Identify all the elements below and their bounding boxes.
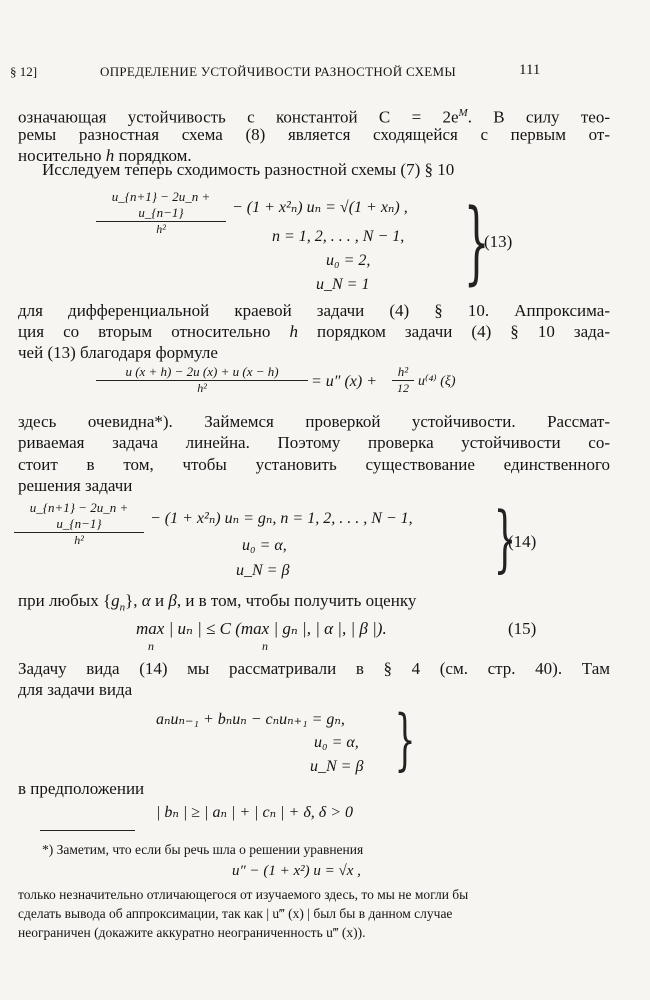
equation-number: (15) [508,619,537,638]
taylor-remainder: u⁽⁴⁾ (ξ) [418,374,456,389]
paragraph-line: при любых $\{g_n\}$, α и β, и в том, чтобы получить оценку [18,591,417,614]
footnote-line: сделать вывода об аппроксимации, так как | u‴ (x) | был бы в данном случае [18,906,453,921]
eq15-subscript: n [148,639,154,653]
taylor-rhs: = u″ (x) + [311,373,378,390]
eq14-rhs: − (1 + x²ₙ) uₙ = gₙ, n = 1, 2, . . . , N − 1, [150,510,413,527]
paragraph-line: ремы разностная схема (8) является сходящейся с первым от- [18,125,610,144]
paragraph-line: Задачу вида (14) мы рассматривали в § 4 (см. стр. 40). Там [18,659,610,678]
paragraph-line: означающая устойчивость с константой $C = 2e^M$. В силу тео- [18,107,611,127]
eq13-fraction: $\frac{u\_\{n+1\} - 2u\_n + u\_\{n-1\}}{\text{h²}}$ [96,189,226,237]
section-marker: § 12] [10,64,38,79]
system-equation: aₙuₙ₋₁ + bₙuₙ − cₙuₙ₊₁ = gₙ, [156,711,345,728]
paragraph-line: риваемая задача линейна. Поэтому проверка устойчивости со- [18,433,610,452]
running-title: ОПРЕДЕЛЕНИЕ УСТОЙЧИВОСТИ РАЗНОСТНОЙ СХЕМЫ [100,64,456,79]
taylor-fraction: $\frac{u (x + h) - 2u (x) + u (x - h)}{\text{h²}}$ [96,364,308,396]
footnote-line: неограничен (докажите аккуратно неограниченность u‴ (x)). [18,925,366,940]
eq15-estimate: max | uₙ | ≤ C (max | gₙ |, | α |, | β |). [136,619,387,638]
paragraph-line: для дифференциальной краевой задачи (4) § 10. Аппроксима- [18,301,610,320]
footnote-equation: u″ − (1 + x²) u = √x , [232,863,361,879]
page-number: 111 [519,62,541,78]
paragraph-line: чей (13) благодаря формуле [18,343,218,362]
paragraph-line: решения задачи [18,476,133,495]
equation-number: (14) [508,532,537,551]
right-brace-icon: } [463,190,490,295]
eq13-boundary-right: u_N = 1 [316,276,370,293]
paragraph-line: здесь очевидна*). Займемся проверкой устойчивости. Рассмат- [18,412,610,431]
paragraph-line: стоит в том, чтобы установить существование единственного [18,455,610,474]
system-boundary-left: u₀ = α, [314,734,359,751]
equation-number: (13) [484,232,513,251]
eq13-range: n = 1, 2, . . . , N − 1, [272,228,405,245]
paragraph-line: в предположении [18,779,145,798]
paragraph-line: для задачи вида [18,680,133,699]
eq14-boundary-right: u_N = β [236,562,290,579]
system-boundary-right: u_N = β [310,758,364,775]
footnote-line: только незначительно отличающегося от изучаемого здесь, то мы не могли бы [18,887,469,902]
paragraph-line: Исследуем теперь сходимость разностной схемы (7) § 10 [42,160,455,179]
footnote-line: *) Заметим, что если бы речь шла о решении уравнения [42,842,364,857]
right-brace-icon: } [493,496,517,580]
taylor-coefficient: $\frac{\text{h²}}{12}$ [392,364,414,396]
paragraph-line: носительно h порядком. [18,146,192,165]
right-brace-icon: } [394,701,416,778]
condition-inequality: | bₙ | ≥ | aₙ | + | cₙ | + δ, δ > 0 [156,804,353,821]
eq13-rhs: − (1 + x²ₙ) uₙ = √(1 + xₙ) , [232,199,408,216]
paragraph-line: ция со вторым относительно h порядком задачи (4) § 10 зада- [18,322,610,341]
eq15-subscript: n [262,639,268,653]
eq13-boundary-left: u₀ = 2, [326,252,371,269]
footnote-rule [40,830,135,831]
eq14-boundary-left: u₀ = α, [242,537,287,554]
eq14-fraction: $\frac{u\_\{n+1\} - 2u\_n + u\_\{n-1\}}{\text{h²}}$ [14,500,144,548]
